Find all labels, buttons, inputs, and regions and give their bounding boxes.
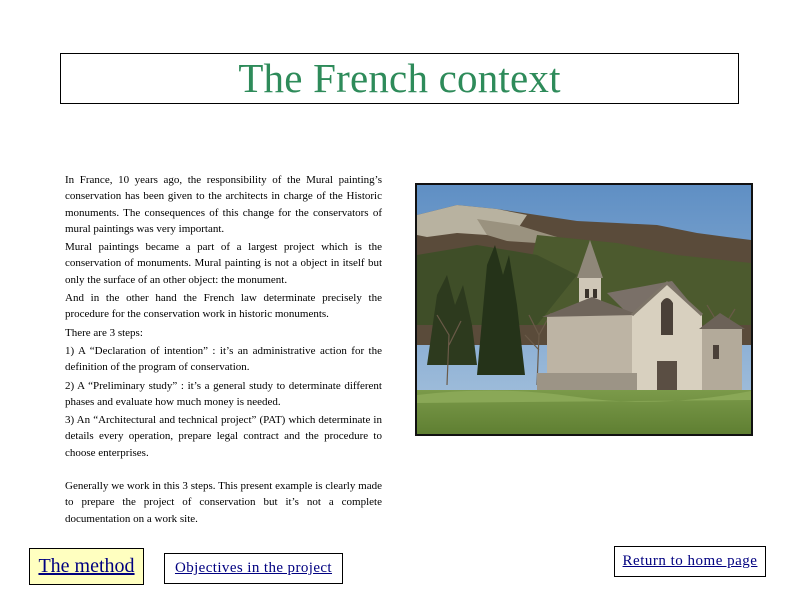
paragraph: There are 3 steps: bbox=[65, 326, 143, 339]
return-home-link[interactable]: Return to home page bbox=[614, 546, 766, 577]
the-method-link[interactable]: The method bbox=[29, 548, 144, 585]
church-photo bbox=[415, 183, 753, 436]
page-title: The French context bbox=[238, 55, 561, 101]
paragraph: In France, 10 years ago, the responsibility of the Mural painting’s conservation has been given to the architects in charge of the Historic monuments. The consequences of this change for the conservators of mural paintings was very important. bbox=[65, 174, 382, 235]
paragraph: 2) A “Preliminary study” : it’s a general study to determinate different phases and evaluate how much money is needed. bbox=[65, 379, 382, 408]
paragraph: Generally we work in this 3 steps. This present example is clearly made to prepare the project of conservation but it’s not a complete documentation on a work site. bbox=[65, 480, 382, 525]
paragraph: And in the other hand the French law determinate precisely the procedure for the conservation work in historic monuments. bbox=[65, 292, 382, 321]
body-text bbox=[65, 172, 382, 529]
paragraph: Mural paintings became a part of a largest project which is the conservation of monuments. Mural painting is not a object in itself but only the surface of an other object: the monument. bbox=[65, 241, 382, 286]
paragraph: 1) A “Declaration of intention” : it’s an administrative action for the definition of the program of conservation. bbox=[65, 344, 382, 374]
title-box bbox=[60, 53, 739, 104]
objectives-link[interactable]: Objectives in the project bbox=[164, 553, 343, 584]
paragraph: 3) An “Architectural and technical project” (PAT) which determinate in details every operation, prepare legal contract and the procedure to choose enterprises. bbox=[65, 414, 382, 459]
